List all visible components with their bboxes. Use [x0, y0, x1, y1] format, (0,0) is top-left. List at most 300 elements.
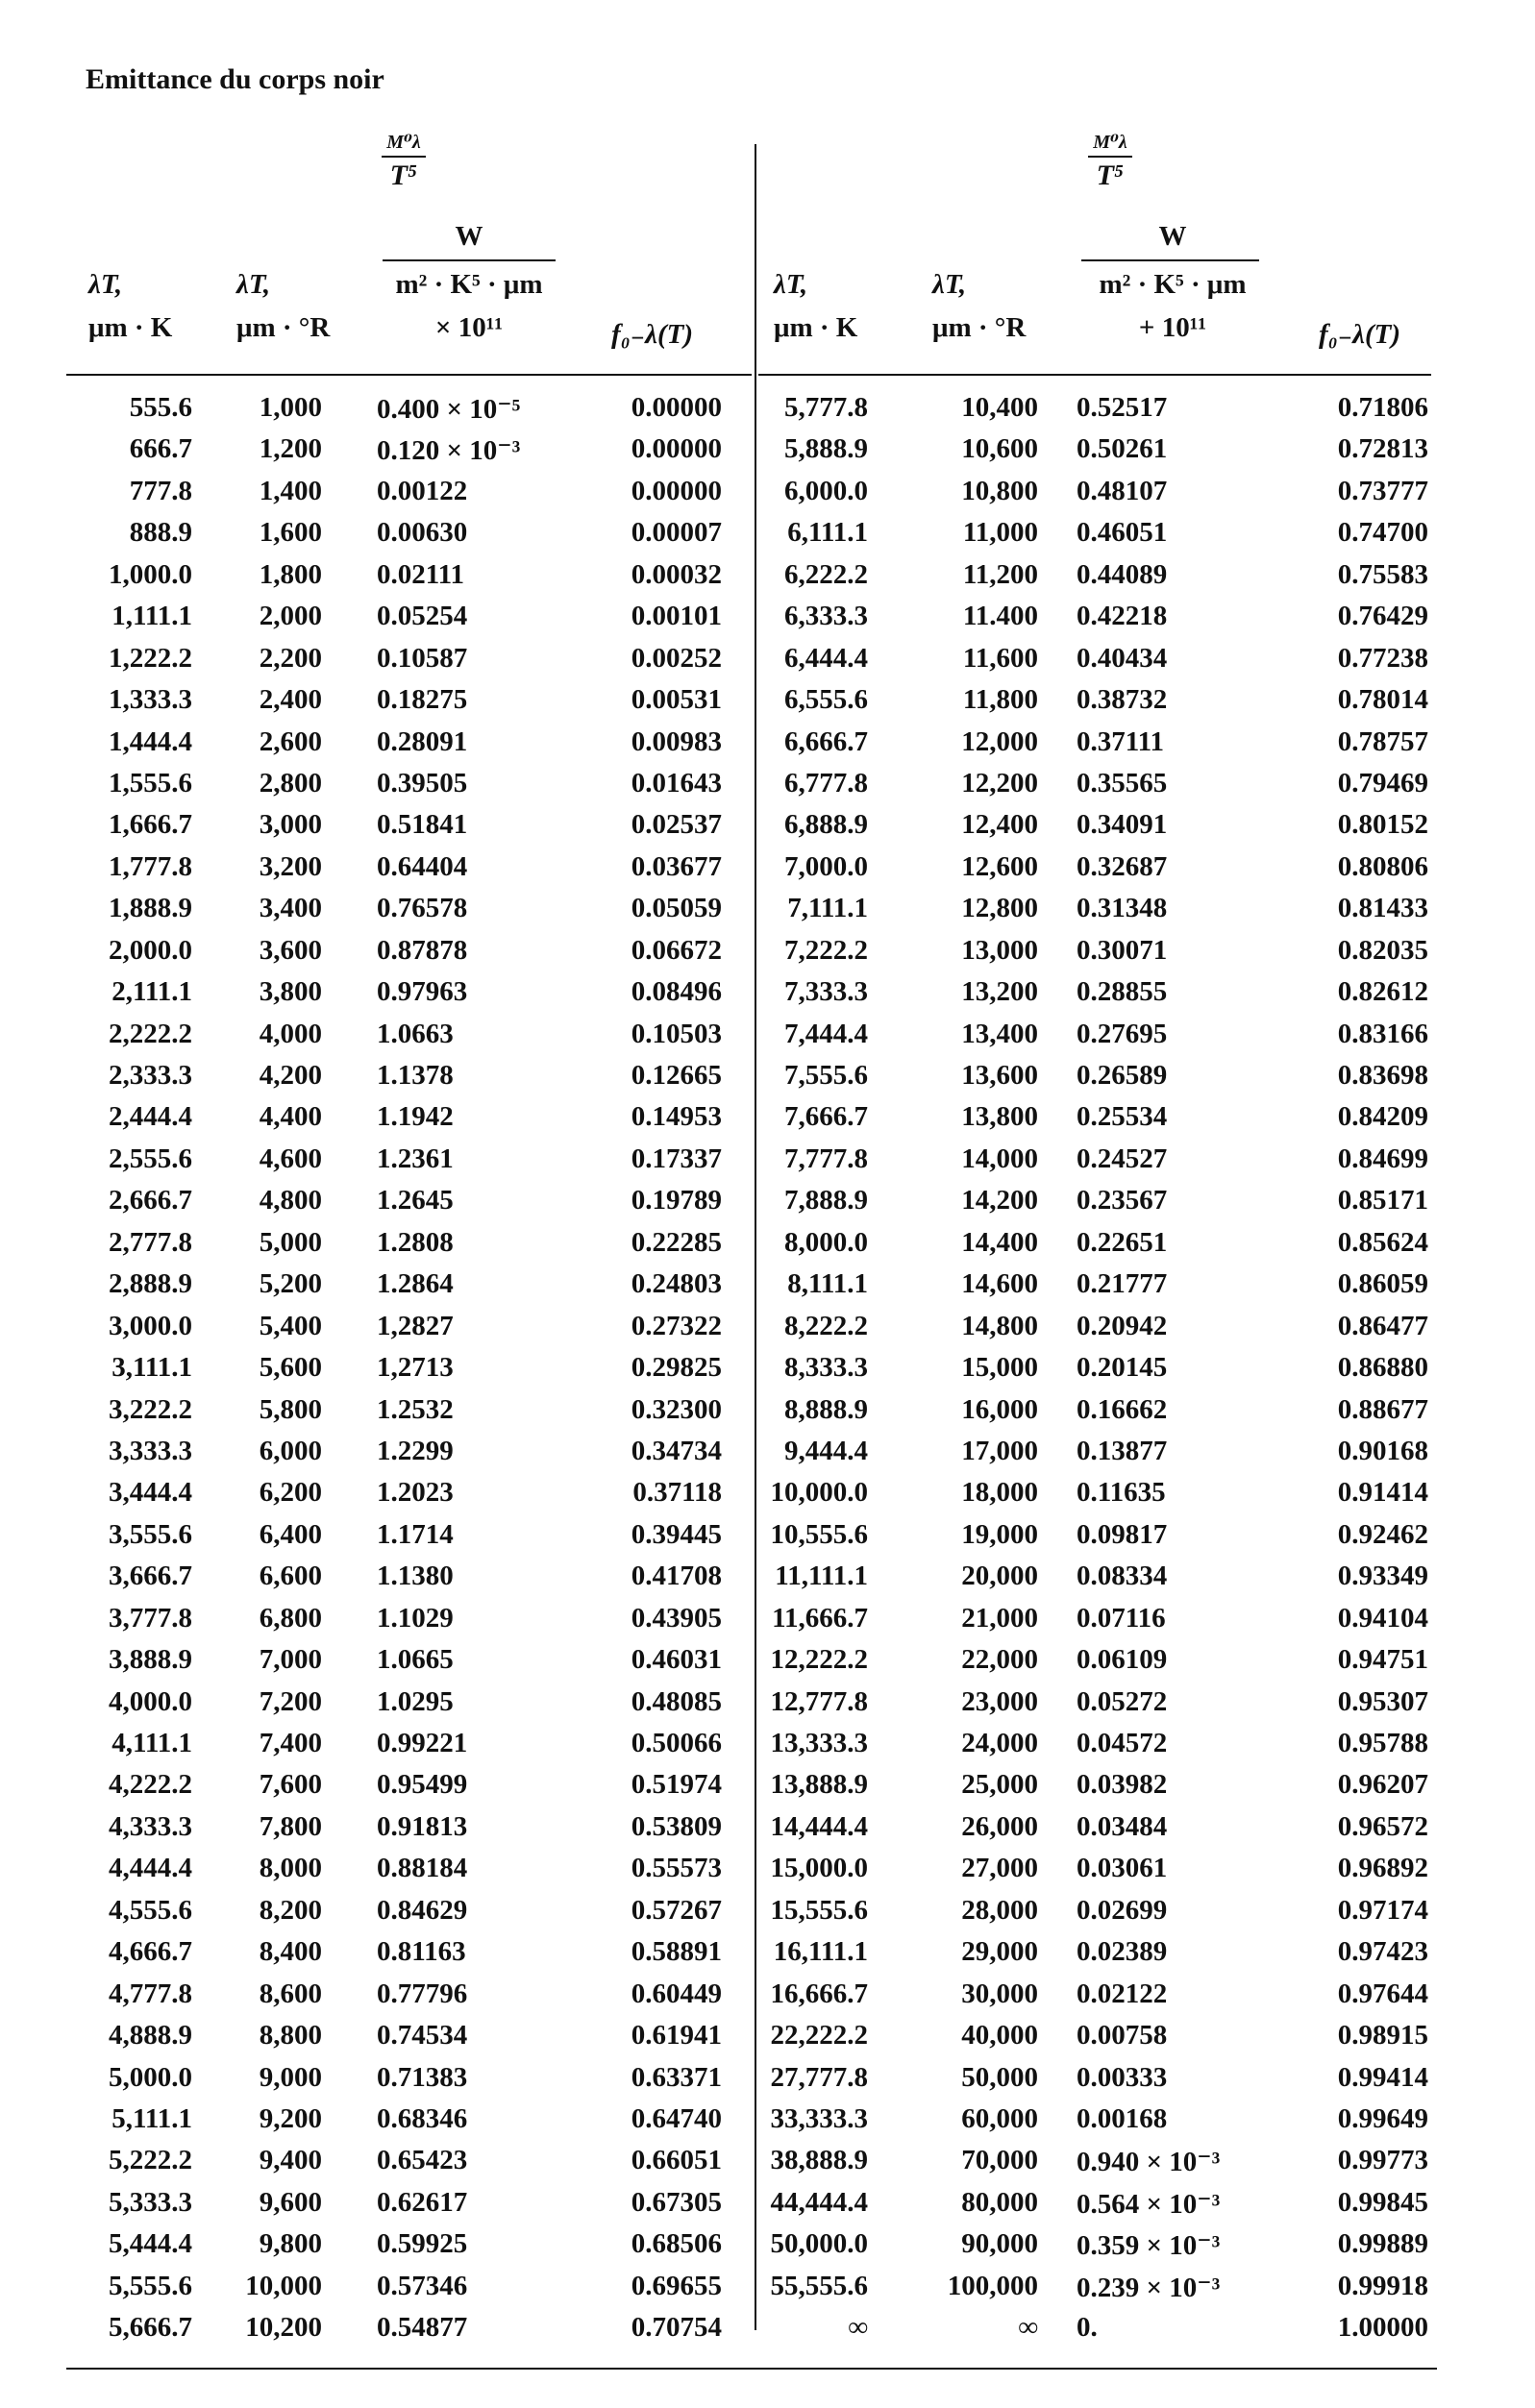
- fraction-cell: 0.58891: [631, 1936, 722, 1968]
- emittance-cell: 0.30071: [1077, 934, 1168, 966]
- emittance-cell: 0.400 × 10⁻⁵: [377, 394, 521, 425]
- emittance-cell: 0.57346: [377, 2270, 468, 2301]
- lambdaT-k-cell: 3,333.3: [109, 1435, 192, 1466]
- emittance-cell: 0.00333: [1077, 2061, 1168, 2093]
- fraction-numerator: M⁰λ: [386, 132, 421, 153]
- lambdaT-r-cell: 13,600: [961, 1060, 1038, 1091]
- emittance-cell: 0.51841: [377, 809, 468, 841]
- emittance-cell: 0.39505: [377, 767, 468, 799]
- emittance-cell: 0.26589: [1077, 1060, 1168, 1091]
- lambdaT-r-cell: 17,000: [961, 1435, 1038, 1466]
- lambdaT-r-cell: 27,000: [961, 1853, 1038, 1884]
- lambdaT-k-cell: 50,000.0: [770, 2228, 868, 2260]
- lambdaT-k-cell: 3,444.4: [109, 1477, 192, 1509]
- fraction-cell: 0.81433: [1337, 893, 1428, 924]
- emittance-cell: 0.59925: [377, 2228, 468, 2260]
- lambdaT-k-cell: 7,777.8: [784, 1143, 868, 1174]
- fraction-cell: 0.41708: [631, 1560, 722, 1592]
- table-row: [0, 2228, 1535, 2270]
- fraction-cell: 0.96207: [1337, 1769, 1428, 1801]
- emittance-cell: 0.25534: [1077, 1101, 1168, 1133]
- lambdaT-r-cell: 28,000: [961, 1894, 1038, 1926]
- fraction-cell: 0.67305: [631, 2186, 722, 2218]
- lambdaT-k-cell: 8,000.0: [784, 1226, 868, 1258]
- lambdaT-k-cell: 5,777.8: [784, 392, 868, 423]
- fraction-cell: 0.99649: [1337, 2102, 1428, 2134]
- lambdaT-k-cell: 6,777.8: [784, 767, 868, 799]
- table-row: [0, 1311, 1535, 1352]
- emittance-cell: 1,2827: [377, 1310, 454, 1341]
- lambdaT-k-cell: 6,444.4: [784, 642, 868, 674]
- emittance-cell: 0.97963: [377, 976, 468, 1008]
- lambdaT-r-cell: 10,600: [961, 433, 1038, 465]
- lambdaT-r-cell: 8,600: [259, 1978, 322, 2009]
- lambdaT-r-cell: 12,200: [961, 767, 1038, 799]
- lambdaT-k-cell: 7,000.0: [784, 850, 868, 882]
- emittance-cell: 0.81163: [377, 1936, 466, 1968]
- lambdaT-r-cell: 13,000: [961, 934, 1038, 966]
- lambdaT-k-cell: 6,000.0: [784, 475, 868, 506]
- unit-rule-left: [383, 259, 556, 261]
- lambdaT-r-cell: 11,200: [962, 558, 1038, 590]
- emittance-cell: 0.18275: [377, 684, 468, 716]
- emittance-cell: 0.48107: [1077, 475, 1168, 506]
- table-row: [0, 1603, 1535, 1644]
- emittance-cell: 0.52517: [1077, 392, 1168, 423]
- table-row: [0, 726, 1535, 768]
- lambdaT-r-cell: 3,200: [259, 850, 322, 882]
- table-row: [0, 1352, 1535, 1393]
- table-row: [0, 517, 1535, 558]
- lambdaT-r-cell: 12,400: [961, 809, 1038, 841]
- lambdaT-r-cell: 14,600: [961, 1268, 1038, 1300]
- emittance-cell: 0.04572: [1077, 1728, 1168, 1758]
- lambdaT-k-cell: 2,222.2: [109, 1018, 192, 1049]
- emittance-cell: 0.28855: [1077, 976, 1168, 1008]
- lambdaT-r-cell: 29,000: [961, 1936, 1038, 1968]
- lambdaT-r-cell: 60,000: [961, 2102, 1038, 2134]
- lambdaT-r-cell: 4,600: [259, 1143, 322, 1174]
- fraction-cell: 0.66051: [631, 2145, 722, 2176]
- emittance-cell: 1.2299: [377, 1435, 454, 1466]
- lambdaT-k-cell: 15,555.6: [770, 1894, 868, 1926]
- lambdaT-r-cell: 1,200: [259, 433, 322, 465]
- table-row: [0, 2103, 1535, 2145]
- lambdaT-r-cell: 10,000: [245, 2270, 322, 2301]
- emittance-cell: 0.06109: [1077, 1644, 1168, 1676]
- lambdaT-r-cell: 70,000: [961, 2145, 1038, 2176]
- lambdaT-r-cell: 22,000: [961, 1644, 1038, 1676]
- table-row: [0, 2020, 1535, 2061]
- lambdaT-k-cell: 1,444.4: [109, 725, 192, 757]
- lambdaT-k-cell: 4,000.0: [109, 1685, 192, 1717]
- emittance-cell: 0.13877: [1077, 1435, 1168, 1466]
- header-rule-right: [758, 374, 1431, 376]
- fraction-cell: 0.53809: [631, 1810, 722, 1842]
- fraction-cell: 0.94104: [1337, 1602, 1428, 1634]
- fraction-cell: 0.96892: [1337, 1853, 1428, 1884]
- lambdaT-r-cell: 13,200: [961, 976, 1038, 1008]
- fraction-cell: 0.03677: [631, 850, 722, 882]
- fraction-cell: 0.50066: [631, 1728, 722, 1758]
- lambdaT-k-cell: 3,222.2: [109, 1393, 192, 1425]
- lambdaT-k-cell: 3,888.9: [109, 1644, 192, 1676]
- lambdaT-k-cell: 10,555.6: [770, 1518, 868, 1550]
- lambdaT-k-cell: 4,444.4: [109, 1853, 192, 1884]
- lambdaT-r-cell: 2,800: [259, 767, 322, 799]
- lambdaT-k-cell: 44,444.4: [770, 2186, 868, 2218]
- lambdaT-r-cell: 8,000: [259, 1853, 322, 1884]
- lambdaT-r-cell: 100,000: [947, 2270, 1038, 2301]
- lambdaT-k-cell: 33,333.3: [770, 2102, 868, 2134]
- emittance-cell: 0.00168: [1077, 2102, 1168, 2134]
- emittance-cell: 0.120 × 10⁻³: [377, 435, 521, 467]
- fraction-cell: 0.57267: [631, 1894, 722, 1926]
- emittance-cell: 0.02389: [1077, 1936, 1168, 1968]
- fraction-denominator: T⁵: [389, 160, 418, 191]
- emittance-cell: 1.1942: [377, 1101, 454, 1133]
- fraction-cell: 0.86477: [1337, 1310, 1428, 1341]
- fraction-cell: 0.46031: [631, 1644, 722, 1676]
- lambdaT-k-cell: 4,666.7: [109, 1936, 192, 1968]
- emittance-cell: 0.20145: [1077, 1352, 1168, 1384]
- lambdaT-r-cell: 2,600: [259, 725, 322, 757]
- lambdaT-r-cell: 8,400: [259, 1936, 322, 1968]
- lambdaT-k-cell: 12,777.8: [770, 1685, 868, 1717]
- lambdaT-k-cell: 5,222.2: [109, 2145, 192, 2176]
- unit-denominator-left: m² · K⁵ · μm: [395, 269, 543, 300]
- emittance-cell: 0.71383: [377, 2061, 468, 2093]
- fraction-cell: 0.92462: [1337, 1518, 1428, 1550]
- table-row: [0, 1268, 1535, 1310]
- fraction-cell: 0.75583: [1337, 558, 1428, 590]
- emittance-cell: 0.35565: [1077, 767, 1168, 799]
- col-lambdaT-r-label-right: λT,: [932, 269, 967, 300]
- col-lambdaT-r-unit-right: μm · °R: [932, 312, 1027, 343]
- lambdaT-r-cell: 13,800: [961, 1101, 1038, 1133]
- lambdaT-k-cell: 3,666.7: [109, 1560, 192, 1592]
- lambdaT-r-cell: 9,600: [259, 2186, 322, 2218]
- table-row: [0, 1769, 1535, 1810]
- lambdaT-r-cell: 1,800: [259, 558, 322, 590]
- fraction-cell: 0.93349: [1337, 1560, 1428, 1592]
- lambdaT-k-cell: 4,333.3: [109, 1810, 192, 1842]
- lambdaT-r-cell: 5,000: [259, 1226, 322, 1258]
- fraction-cell: 0.91414: [1337, 1477, 1428, 1509]
- fraction-cell: 0.00007: [631, 517, 722, 549]
- emittance-cell: 0.84629: [377, 1894, 468, 1926]
- emittance-cell: 0.54877: [377, 2312, 468, 2344]
- emittance-cell: 0.: [1077, 2312, 1098, 2344]
- emittance-cell: 0.27695: [1077, 1018, 1168, 1049]
- fraction-cell: 0.80152: [1337, 809, 1428, 841]
- emittance-cell: 0.239 × 10⁻³: [1077, 2272, 1221, 2303]
- fraction-cell: 0.84699: [1337, 1143, 1428, 1174]
- lambdaT-r-cell: 14,400: [961, 1226, 1038, 1258]
- lambdaT-k-cell: 7,222.2: [784, 934, 868, 966]
- lambdaT-k-cell: 1,000.0: [109, 558, 192, 590]
- lambdaT-r-cell: 4,200: [259, 1060, 322, 1091]
- emittance-cell: 1.2361: [377, 1143, 454, 1174]
- fraction-cell: 0.83166: [1337, 1018, 1428, 1049]
- table-row: [0, 1811, 1535, 1853]
- lambdaT-r-cell: 12,600: [961, 850, 1038, 882]
- lambdaT-r-cell: 2,000: [259, 601, 322, 632]
- lambdaT-k-cell: 888.9: [129, 517, 192, 549]
- lambdaT-k-cell: 11,111.1: [775, 1560, 868, 1592]
- col-lambdaT-k-label: λT,: [88, 269, 123, 300]
- lambdaT-k-cell: 4,222.2: [109, 1769, 192, 1801]
- lambdaT-r-cell: 15,000: [961, 1352, 1038, 1384]
- emittance-cell: 0.76578: [377, 893, 468, 924]
- lambdaT-r-cell: 6,800: [259, 1602, 322, 1634]
- lambdaT-k-cell: 7,666.7: [784, 1101, 868, 1133]
- emittance-cell: 0.02122: [1077, 1978, 1168, 2009]
- emittance-cell: 0.44089: [1077, 558, 1168, 590]
- emittance-cell: 1.2864: [377, 1268, 454, 1300]
- lambdaT-r-cell: 10,400: [961, 392, 1038, 423]
- fraction-cell: 0.98915: [1337, 2020, 1428, 2052]
- lambdaT-k-cell: 5,111.1: [111, 2102, 192, 2134]
- fraction-cell: 0.97174: [1337, 1894, 1428, 1926]
- emittance-cell: 0.74534: [377, 2020, 468, 2052]
- lambdaT-k-cell: 7,444.4: [784, 1018, 868, 1049]
- lambdaT-k-cell: 2,777.8: [109, 1226, 192, 1258]
- lambdaT-k-cell: 2,111.1: [111, 976, 192, 1008]
- lambdaT-k-cell: 16,111.1: [773, 1936, 868, 1968]
- lambdaT-r-cell: 8,800: [259, 2020, 322, 2052]
- fraction-cell: 0.00032: [631, 558, 722, 590]
- fraction-cell: 0.60449: [631, 1978, 722, 2009]
- table-row: [0, 1060, 1535, 1101]
- lambdaT-r-cell: 10,800: [961, 475, 1038, 506]
- emittance-cell: 0.21777: [1077, 1268, 1168, 1300]
- emittance-cell: 1.1029: [377, 1602, 454, 1634]
- table-row: [0, 2312, 1535, 2353]
- lambdaT-k-cell: 6,111.1: [787, 517, 868, 549]
- lambdaT-r-cell: 3,600: [259, 934, 322, 966]
- fraction-cell: 0.85624: [1337, 1226, 1428, 1258]
- lambdaT-k-cell: 5,000.0: [109, 2061, 192, 2093]
- emittance-cell: 0.87878: [377, 934, 468, 966]
- fraction-numerator: M⁰λ: [1093, 132, 1127, 153]
- table-row: [0, 1436, 1535, 1477]
- lambdaT-r-cell: 4,000: [259, 1018, 322, 1049]
- lambdaT-k-cell: 13,333.3: [770, 1728, 868, 1758]
- table-row: [0, 935, 1535, 976]
- fraction-cell: 0.77238: [1337, 642, 1428, 674]
- emittance-cell: 0.95499: [377, 1769, 468, 1801]
- lambdaT-r-cell: 8,200: [259, 1894, 322, 1926]
- emittance-cell: 1,2713: [377, 1352, 454, 1384]
- emittance-cell: 1.2023: [377, 1477, 454, 1509]
- lambdaT-r-cell: 7,000: [259, 1644, 322, 1676]
- lambdaT-k-cell: 2,888.9: [109, 1268, 192, 1300]
- fraction-cell: 0.00000: [631, 392, 722, 423]
- lambdaT-r-cell: 10,200: [245, 2312, 322, 2344]
- fraction-cell: 0.69655: [631, 2270, 722, 2301]
- lambdaT-k-cell: 7,333.3: [784, 976, 868, 1008]
- lambdaT-k-cell: ∞: [848, 2312, 868, 2344]
- fraction-cell: 0.71806: [1337, 392, 1428, 423]
- table-row: [0, 1185, 1535, 1226]
- lambdaT-k-cell: 2,555.6: [109, 1143, 192, 1174]
- col-lambdaT-r-label: λT,: [236, 269, 271, 300]
- lambdaT-r-cell: 7,800: [259, 1810, 322, 1842]
- fraction-cell: 0.00252: [631, 642, 722, 674]
- emittance-cell: 0.03484: [1077, 1810, 1168, 1842]
- fraction-cell: 0.79469: [1337, 767, 1428, 799]
- lambdaT-r-cell: 2,200: [259, 642, 322, 674]
- fraction-cell: 0.51974: [631, 1769, 722, 1801]
- table-body: [0, 392, 1535, 2354]
- lambdaT-r-cell: 16,000: [961, 1393, 1038, 1425]
- table-row: [0, 684, 1535, 725]
- table-row: [0, 2062, 1535, 2103]
- fraction-cell: 0.88677: [1337, 1393, 1428, 1425]
- col-lambdaT-k-unit-right: μm · K: [774, 312, 858, 343]
- table-row: [0, 1686, 1535, 1728]
- table-row: [0, 1936, 1535, 1978]
- lambdaT-r-cell: 9,800: [259, 2228, 322, 2260]
- fraction-cell: 0.94751: [1337, 1644, 1428, 1676]
- emittance-cell: 1.2808: [377, 1226, 454, 1258]
- fraction-cell: 0.55573: [631, 1853, 722, 1884]
- emittance-cell: 0.20942: [1077, 1310, 1168, 1341]
- emittance-cell: 0.940 × 10⁻³: [1077, 2147, 1221, 2178]
- lambdaT-k-cell: 8,222.2: [784, 1310, 868, 1341]
- table-row: [0, 1019, 1535, 1060]
- lambdaT-k-cell: 6,888.9: [784, 809, 868, 841]
- lambdaT-k-cell: 5,888.9: [784, 433, 868, 465]
- fraction-cell: 0.34734: [631, 1435, 722, 1466]
- fraction-cell: 0.00531: [631, 684, 722, 716]
- emittance-cell: 0.62617: [377, 2186, 468, 2218]
- fraction-cell: 0.83698: [1337, 1060, 1428, 1091]
- lambdaT-r-cell: 5,800: [259, 1393, 322, 1425]
- unit-rule-right: [1081, 259, 1259, 261]
- lambdaT-r-cell: 1,600: [259, 517, 322, 549]
- fraction-cell: 0.14953: [631, 1101, 722, 1133]
- lambdaT-k-cell: 22,222.2: [770, 2020, 868, 2052]
- lambdaT-r-cell: 6,000: [259, 1435, 322, 1466]
- fraction-cell: 0.95307: [1337, 1685, 1428, 1717]
- fraction-cell: 0.48085: [631, 1685, 722, 1717]
- emittance-cell: 0.64404: [377, 850, 468, 882]
- lambdaT-k-cell: 9,444.4: [784, 1435, 868, 1466]
- table-row: [0, 893, 1535, 934]
- fraction-cell: 0.01643: [631, 767, 722, 799]
- lambdaT-k-cell: 3,000.0: [109, 1310, 192, 1341]
- fraction-cell: 0.06672: [631, 934, 722, 966]
- lambdaT-k-cell: 38,888.9: [770, 2145, 868, 2176]
- fraction-cell: 0.85171: [1337, 1185, 1428, 1216]
- table-row: [0, 1227, 1535, 1268]
- emittance-cell: 0.22651: [1077, 1226, 1168, 1258]
- fraction-cell: 0.37118: [632, 1477, 722, 1509]
- fraction-cell: 0.70754: [631, 2312, 722, 2344]
- fraction-cell: 0.76429: [1337, 601, 1428, 632]
- lambdaT-k-cell: 4,111.1: [111, 1728, 192, 1758]
- table-row: [0, 768, 1535, 809]
- lambdaT-r-cell: 18,000: [961, 1477, 1038, 1509]
- document-title: Emittance du corps noir: [86, 63, 384, 95]
- emittance-cell: 0.37111: [1077, 725, 1165, 757]
- emittance-cell: 0.16662: [1077, 1393, 1168, 1425]
- table-row: [0, 2145, 1535, 2186]
- lambdaT-k-cell: 27,777.8: [770, 2061, 868, 2093]
- fraction-cell: 0.22285: [631, 1226, 722, 1258]
- table-row: [0, 559, 1535, 601]
- emittance-cell: 0.46051: [1077, 517, 1168, 549]
- emittance-cell: 0.31348: [1077, 893, 1168, 924]
- lambdaT-k-cell: 1,777.8: [109, 850, 192, 882]
- emittance-cell: 0.08334: [1077, 1560, 1168, 1592]
- emittance-cell: 0.359 × 10⁻³: [1077, 2230, 1221, 2262]
- lambdaT-r-cell: 6,200: [259, 1477, 322, 1509]
- fraction-cell: 0.39445: [631, 1518, 722, 1550]
- lambdaT-r-cell: 30,000: [961, 1978, 1038, 2009]
- lambdaT-r-cell: 80,000: [961, 2186, 1038, 2218]
- fraction-cell: 0.97423: [1337, 1936, 1428, 1968]
- unit-denominator-right: m² · K⁵ · μm: [1099, 269, 1247, 300]
- table-row: [0, 392, 1535, 433]
- lambdaT-k-cell: 5,333.3: [109, 2186, 192, 2218]
- lambdaT-k-cell: 666.7: [129, 433, 192, 465]
- fraction-cell: 0.97644: [1337, 1978, 1428, 2009]
- lambdaT-r-cell: 25,000: [961, 1769, 1038, 1801]
- fraction-cell: 0.78757: [1337, 725, 1428, 757]
- fraction-cell: 0.78014: [1337, 684, 1428, 716]
- emittance-cell: 0.34091: [1077, 809, 1168, 841]
- table-row: [0, 476, 1535, 517]
- table-row: [0, 1978, 1535, 2020]
- col-fraction-label-right: f₀₋λ(T): [1319, 319, 1400, 350]
- lambdaT-k-cell: 7,555.6: [784, 1060, 868, 1091]
- emittance-cell: 0.03982: [1077, 1769, 1168, 1801]
- lambdaT-r-cell: 7,400: [259, 1728, 322, 1758]
- lambdaT-r-cell: 1,400: [259, 475, 322, 506]
- lambdaT-k-cell: 8,111.1: [787, 1268, 868, 1300]
- lambdaT-k-cell: 7,111.1: [787, 893, 868, 924]
- lambdaT-r-cell: 7,600: [259, 1769, 322, 1801]
- lambdaT-k-cell: 6,666.7: [784, 725, 868, 757]
- emittance-cell: 1.2532: [377, 1393, 454, 1425]
- lambdaT-r-cell: 3,000: [259, 809, 322, 841]
- emittance-cell: 1.1714: [377, 1518, 454, 1550]
- lambdaT-k-cell: 14,444.4: [770, 1810, 868, 1842]
- emittance-cell: 0.05254: [377, 601, 468, 632]
- fraction-cell: 0.99918: [1337, 2270, 1428, 2301]
- fraction-cell: 0.24803: [631, 1268, 722, 1300]
- lambdaT-k-cell: 2,000.0: [109, 934, 192, 966]
- emittance-cell: 0.02111: [377, 558, 465, 590]
- emittance-cell: 1.0665: [377, 1644, 454, 1676]
- table-row: [0, 2271, 1535, 2312]
- emittance-cell: 1.0295: [377, 1685, 454, 1717]
- fraction-cell: 0.80806: [1337, 850, 1428, 882]
- emittance-cell: 0.05272: [1077, 1685, 1168, 1717]
- lambdaT-r-cell: 5,200: [259, 1268, 322, 1300]
- fraction-cell: 0.61941: [631, 2020, 722, 2052]
- unit-multiplier-left: × 10¹¹: [434, 312, 504, 343]
- lambdaT-r-cell: 19,000: [961, 1518, 1038, 1550]
- lambdaT-r-cell: 90,000: [961, 2228, 1038, 2260]
- fraction-cell: 0.12665: [631, 1060, 722, 1091]
- lambdaT-r-cell: 21,000: [961, 1602, 1038, 1634]
- lambdaT-r-cell: 9,200: [259, 2102, 322, 2134]
- lambdaT-r-cell: 3,400: [259, 893, 322, 924]
